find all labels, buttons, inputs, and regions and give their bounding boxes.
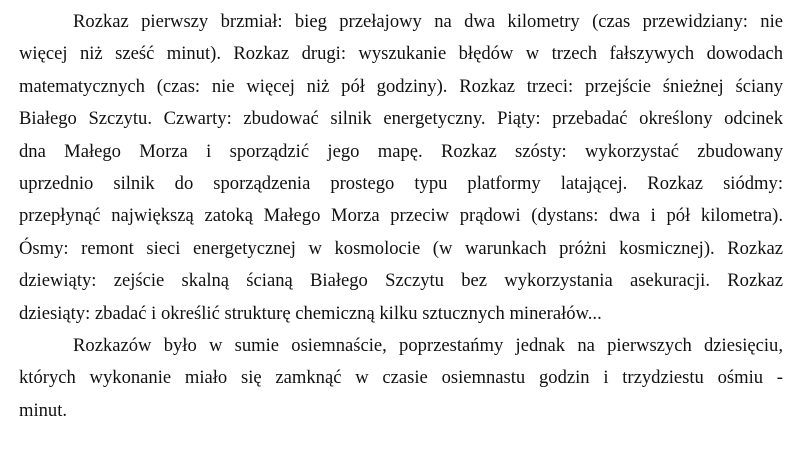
paragraph-1-line-8: Ósmy: remont sieci energetycznej w kosmolocie (w warunkach próżni kosmicznej). Rozkaz [19, 238, 783, 259]
paragraph-1-line-6: uprzednio silnik do sporządzenia prostego typu platformy latającej. Rozkaz siódmy: [19, 173, 783, 194]
paragraph-1-line-9: dziewiąty: zejście skalną ścianą Białego Szczytu bez wykorzystania asekuracji. Rozkaz [19, 270, 783, 291]
paragraph-1-line-5: dna Małego Morza i sporządzić jego mapę. Rozkaz szósty: wykorzystać zbudowany [19, 141, 783, 162]
paragraph-1-line-3: matematycznych (czas: nie więcej niż pół godziny). Rozkaz trzeci: przejście śnieżnej ściany [19, 76, 783, 97]
paragraph-2-line-3: minut. [19, 400, 68, 421]
paragraph-2-line-2: których wykonanie miało się zamknąć w czasie osiemnastu godzin i trzydziestu ośmiu - [19, 367, 783, 388]
paragraph-1-line-10: dziesiąty: zbadać i określić strukturę chemiczną kilku sztucznych minerałów... [19, 303, 602, 324]
paragraph-1-line-2: więcej niż sześć minut). Rozkaz drugi: wyszukanie błędów w trzech fałszywych dowodach [19, 43, 783, 64]
paragraph-1-line-7: przepłynąć największą zatoką Małego Morza przeciw prądowi (dystans: dwa i pół kilometra). [19, 205, 783, 226]
paragraph-2-line-1: Rozkazów było w sumie osiemnaście, poprzestańmy jednak na pierwszych dziesięciu, [73, 335, 783, 356]
paragraph-1-line-4: Białego Szczytu. Czwarty: zbudować silnik energetyczny. Piąty: przebadać określony odcinek [19, 108, 783, 129]
paragraph-1-line-1: Rozkaz pierwszy brzmiał: bieg przełajowy na dwa kilometry (czas przewidziany: nie [73, 11, 783, 32]
